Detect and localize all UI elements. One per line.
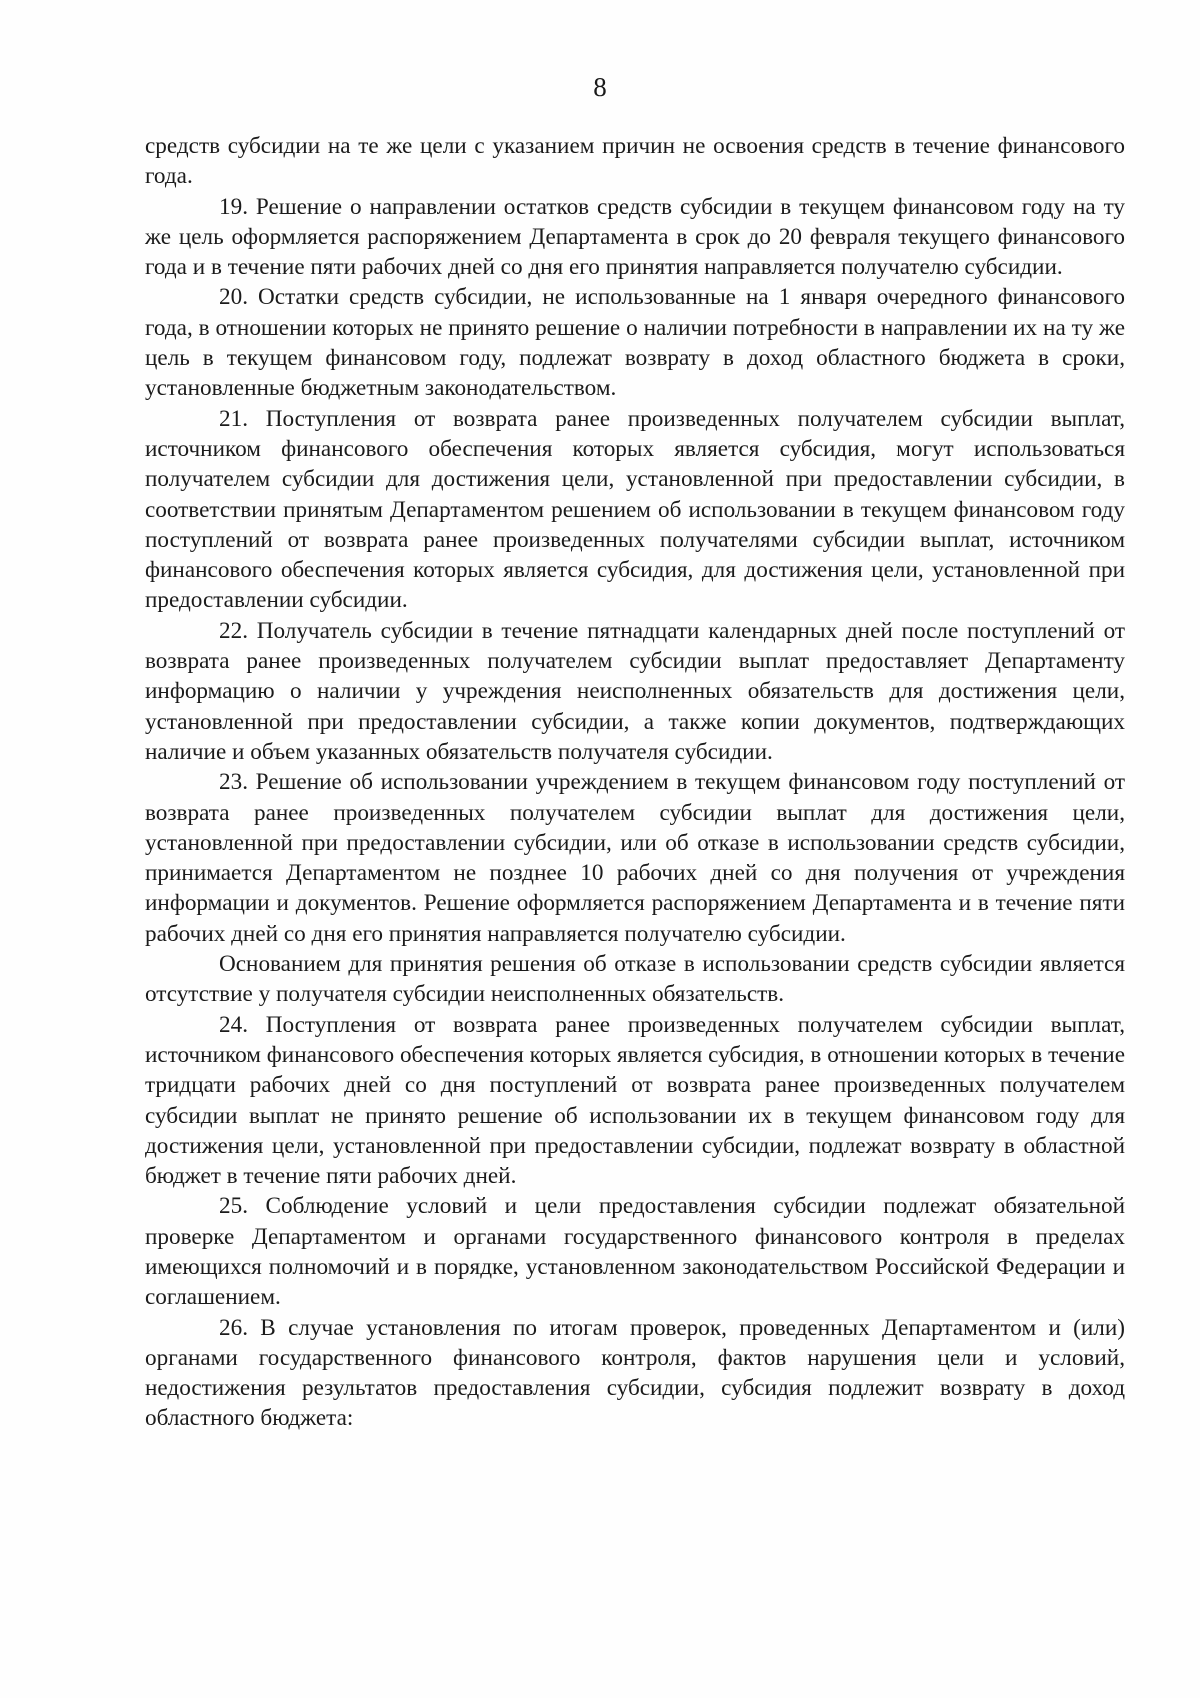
paragraph-19: 19. Решение о направлении остатков средств субсидии в текущем финансовом году на ту же цель оформляется распоряжением Департамента в срок до 20 февраля текущего финансового года и в течение пяти рабочих дней со дня его принятия направляется получателю субсидии. [145, 193, 1125, 281]
page-number: 8 [593, 72, 607, 102]
paragraph-continuation: средств субсидии на те же цели с указанием причин не освоения средств в течение финансового года. [145, 133, 1125, 190]
paragraph-24: 24. Поступления от возврата ранее произведенных получателем субсидии выплат, источником финансового обеспечения которых является субсидия, в отношении которых в течение тридцати рабочих дней со дня поступлений от возврата ранее произведенных получателем субсидии выплат не принято решение об использовании их в текущем финансовом году для достижения цели, установленной при предоставлении субсидии, подлежат возврату в областной бюджет в течение пяти рабочих дней. [145, 1011, 1125, 1190]
paragraph-22: 22. Получатель субсидии в течение пятнадцати календарных дней после поступлений от возврата ранее произведенных получателем субсидии выплат предоставляет Департаменту информацию о наличии у учреждения неисполненных обязательств для достижения цели, установленной при предоставлении субсидии, а также копии документов, подтверждающих наличие и объем указанных обязательств получателя субсидии. [145, 617, 1125, 765]
paragraph-21: 21. Поступления от возврата ранее произведенных получателем субсидии выплат, источником финансового обеспечения которых является субсидия, могут использоваться получателем субсидии для достижения цели, установленной при предоставлении субсидии, в соответствии принятым Департаментом решением об использовании в текущем финансовом году поступлений от возврата ранее произведенных получателями субсидии выплат, источником финансового обеспечения которых является субсидия, для достижения цели, установленной при предоставлении субсидии. [145, 405, 1125, 614]
paragraph-25: 25. Соблюдение условий и цели предоставления субсидии подлежат обязательной проверке Департаментом и органами государственного финансового контроля в пределах имеющихся полномочий и в порядке, установленном законодательством Российской Федерации и соглашением. [145, 1193, 1125, 1311]
paragraph-23-basis: Основанием для принятия решения об отказе в использовании средств субсидии является отсутствие у получателя субсидии неисполненных обязательств. [145, 951, 1125, 1008]
paragraph-23: 23. Решение об использовании учреждением в текущем финансовом году поступлений от возврата ранее произведенных получателем субсидии выплат для достижения цели, установленной при предоставлении субсидии, или об отказе в использовании средств субсидии, принимается Департаментом не позднее 10 рабочих дней со дня получения от учреждения информации и документов. Решение оформляется распоряжением Департамента и в течение пяти рабочих дней со дня его принятия направляется получателю субсидии. [145, 769, 1125, 947]
paragraph-26: 26. В случае установления по итогам проверок, проведенных Департаментом и (или) органами государственного финансового контроля, фактов нарушения цели и условий, недостижения результатов предоставления субсидии, субсидия подлежит возврату в доход областного бюджета: [145, 1314, 1125, 1432]
document-body [145, 131, 1125, 1434]
paragraph-20: 20. Остатки средств субсидии, не использованные на 1 января очередного финансового года, в отношении которых не принято решение о наличии потребности в направлении их на ту же цель в текущем финансовом году, подлежат возврату в доход областного бюджета в сроки, установленные бюджетным законодательством. [145, 284, 1125, 402]
